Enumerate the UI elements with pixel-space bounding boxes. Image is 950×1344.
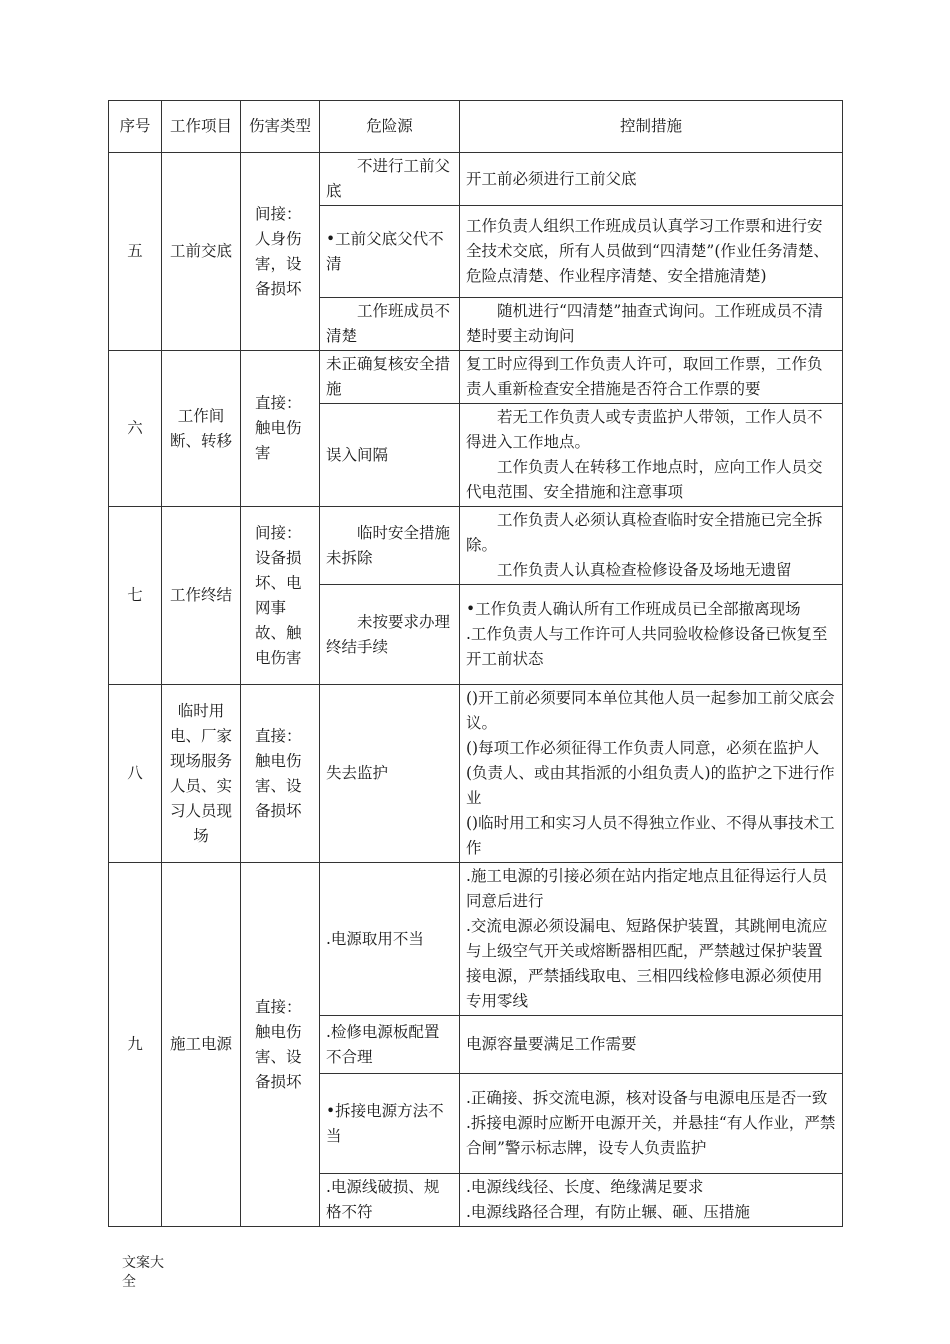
hazard-source: 失去监护 (320, 685, 460, 863)
control-measure-item: 开工前必须进行工前父底 (466, 169, 637, 188)
harm-type: 直接：触电伤害、设备损坏 (241, 685, 320, 863)
row-number: 八 (109, 685, 162, 863)
hazard-source: •工前父底父代不清 (320, 206, 460, 298)
hazard-source: 临时安全措施未拆除 (320, 507, 460, 585)
row-number: 五 (109, 153, 162, 351)
row-number: 九 (109, 863, 162, 1227)
control-measures (460, 863, 843, 1016)
control-measures (460, 404, 843, 507)
harm-type: 直接：触电伤害 (241, 351, 320, 507)
control-measures (460, 153, 843, 206)
work-item: 工前交底 (162, 153, 241, 351)
control-measure-item: .施工电源的引接必须在站内指定地点且征得运行人员同意后进行 (466, 867, 828, 910)
control-measure-item: .工作负责人与工作许可人共同验收检修设备已恢复至开工前状态 (466, 625, 828, 668)
work-item: 工作终结 (162, 507, 241, 685)
harm-type: 间接：人身伤害，设备损坏 (241, 153, 320, 351)
hazard-source: 未按要求办理终结手续 (320, 585, 460, 685)
table-row (109, 863, 843, 1016)
header-row (109, 101, 843, 153)
table-row (109, 351, 843, 404)
work-item: 临时用电、厂家现场服务人员、实习人员现场 (162, 685, 241, 863)
harm-type: 直接：触电伤害、设备损坏 (241, 863, 320, 1227)
footer-label: 文案大全 (122, 1255, 164, 1290)
control-measures (460, 1174, 843, 1227)
header-harm: 伤害类型 (241, 101, 320, 153)
work-item: 工作间断、转移 (162, 351, 241, 507)
hazard-source: 工作班成员不清楚 (320, 298, 460, 351)
hazard-source: •拆接电源方法不当 (320, 1074, 460, 1174)
control-measures (460, 685, 843, 863)
control-measure-item: 工作负责人必须认真检查临时安全措施已完全拆除。 (466, 511, 823, 554)
table-row (109, 507, 843, 585)
harm-type: 间接：设备损坏、电网事故、触电伤害 (241, 507, 320, 685)
control-measure-item: .拆接电源时应断开电源开关，并悬挂“有人作业，严禁合闸”警示标志牌，设专人负责监护 (466, 1114, 836, 1157)
control-measure-item: .电源线路径合理，有防止辗、砸、压措施 (466, 1203, 750, 1221)
control-measures (460, 351, 843, 404)
row-number: 六 (109, 351, 162, 507)
control-measures (460, 507, 843, 585)
control-measure-item: .交流电源必须设漏电、短路保护装置，其跳闸电流应与上级空气开关或熔断器相匹配，严禁越过保护装置接电源，严禁插线取电、三相四线检修电源必须使用专用零线 (466, 917, 828, 1010)
control-measure-item: 工作负责人认真检查检修设备及场地无遗留 (497, 561, 792, 579)
control-measure-item: .正确接、拆交流电源，核对设备与电源电压是否一致 (466, 1089, 828, 1107)
control-measure-item: 电源容量要满足工作需要 (466, 1035, 637, 1053)
control-measure-item: 若无工作负责人或专责监护人带领，工作人员不得进入工作地点。 (466, 408, 823, 451)
table-row (109, 685, 843, 863)
control-measures (460, 1074, 843, 1174)
risk-control-table (108, 100, 843, 1227)
control-measure-item: 工作负责人组织工作班成员认真学习工作票和进行安全技术交底，所有人员做到“四清楚”(作业任务清楚、危险点清楚、作业程序清楚、安全措施清楚) (466, 217, 829, 285)
control-measure-item: 随机进行“四清楚”抽查式询问。工作班成员不清楚时要主动询问 (466, 302, 823, 345)
hazard-source: 未正确复核安全措施 (320, 351, 460, 404)
control-measure-item: •工作负责人确认所有工作班成员已全部撤离现场 (466, 600, 801, 618)
table-body (109, 153, 843, 1227)
hazard-source: .电源线破损、规格不符 (320, 1174, 460, 1227)
control-measure-item: 工作负责人在转移工作地点时，应向工作人员交代电范围、安全措施和注意事项 (466, 458, 823, 501)
table-row (109, 153, 843, 206)
control-measure-item: ()每项工作必须征得工作负责人同意，必须在监护人(负责人、或由其指派的小组负责人)的监护之下进行作业 (466, 739, 835, 807)
control-measures (460, 298, 843, 351)
hazard-source: .电源取用不当 (320, 863, 460, 1016)
control-measures (460, 206, 843, 298)
work-item: 施工电源 (162, 863, 241, 1227)
control-measure-item: .电源线线径、长度、绝缘满足要求 (466, 1178, 704, 1196)
hazard-source: .检修电源板配置不合理 (320, 1016, 460, 1074)
row-number: 七 (109, 507, 162, 685)
control-measures (460, 1016, 843, 1074)
hazard-source: 误入间隔 (320, 404, 460, 507)
control-measure-item: 复工时应得到工作负责人许可，取回工作票，工作负责人重新检查安全措施是否符合工作票的要 (466, 355, 823, 398)
header-hazard: 危险源 (320, 101, 460, 153)
header-no: 序号 (109, 101, 162, 153)
header-control: 控制措施 (460, 101, 843, 153)
hazard-source: 不进行工前父底 (320, 153, 460, 206)
header-item: 工作项目 (162, 101, 241, 153)
control-measures (460, 585, 843, 685)
control-measure-item: ()临时用工和实习人员不得独立作业、不得从事技术工作 (466, 814, 835, 857)
control-measure-item: ()开工前必须要同本单位其他人员一起参加工前父底会议。 (466, 689, 835, 732)
